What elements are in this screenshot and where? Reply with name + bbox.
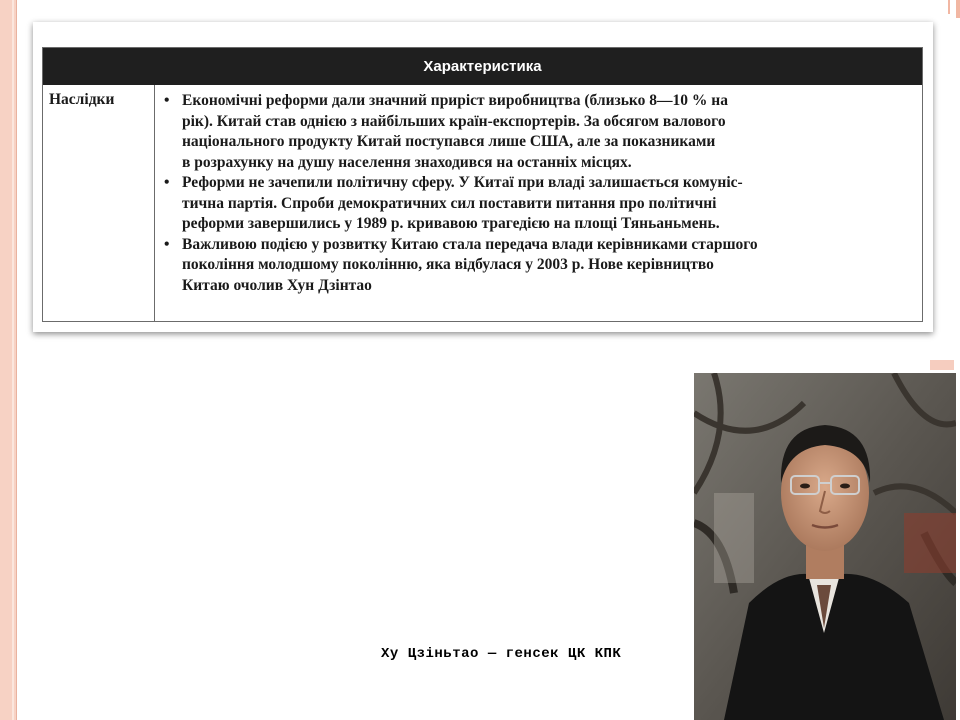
text-line: покоління молодшому поколінню, яка відбулася у 2003 р. Нове керівництво [182,256,714,273]
text-line: національного продукту Китай поступався лише США, але за показниками [182,133,716,150]
bullet-icon: • [164,92,170,109]
text-line: Економічні реформи дали значний приріст виробництва (близько 8—10 % на [182,92,728,109]
text-line: Важливою подією у розвитку Китаю стала передача влади керівниками старшого [182,235,758,253]
bullet-icon: • [164,235,170,253]
table-header [43,48,922,85]
left-decorative-border [0,0,17,720]
characteristics-table [42,47,923,322]
list-item [164,235,914,297]
bullet-icon: • [164,174,170,191]
scanned-table-card [33,22,933,332]
right-decorative-bar [948,0,950,14]
list-item [164,173,914,235]
right-decorative-bar [956,0,960,18]
right-decorative-bar [930,360,954,370]
text-line: Китаю очолив Хун Дзінтао [182,276,372,294]
text-line: реформи завершились у 1989 р. кривавою трагедією на площі Тяньаньмень. [182,215,720,232]
text-line: рік). Китай став однією з найбільших країн-експортерів. За обсягом валового [182,112,726,130]
list-item [164,91,914,173]
consequences-list [164,91,914,296]
photo-caption: Ху Цзіньтао — генсек ЦК КПК [381,646,622,662]
text-line: тична партія. Спроби демократичних сил поставити питання про політичні [182,194,717,212]
text-line: Реформи не зачепили політичну сферу. У Китаї при владі залишається комуніс- [182,174,743,191]
portrait-illustration [694,373,956,720]
table-header-label: Характеристика [423,58,542,75]
row-content [156,85,922,321]
text-line: в розрахунку на душу населення знаходився на останніх місцях. [182,153,632,171]
portrait-photo [694,373,956,720]
row-label-text: Наслідки [49,91,115,108]
row-label [43,85,155,321]
